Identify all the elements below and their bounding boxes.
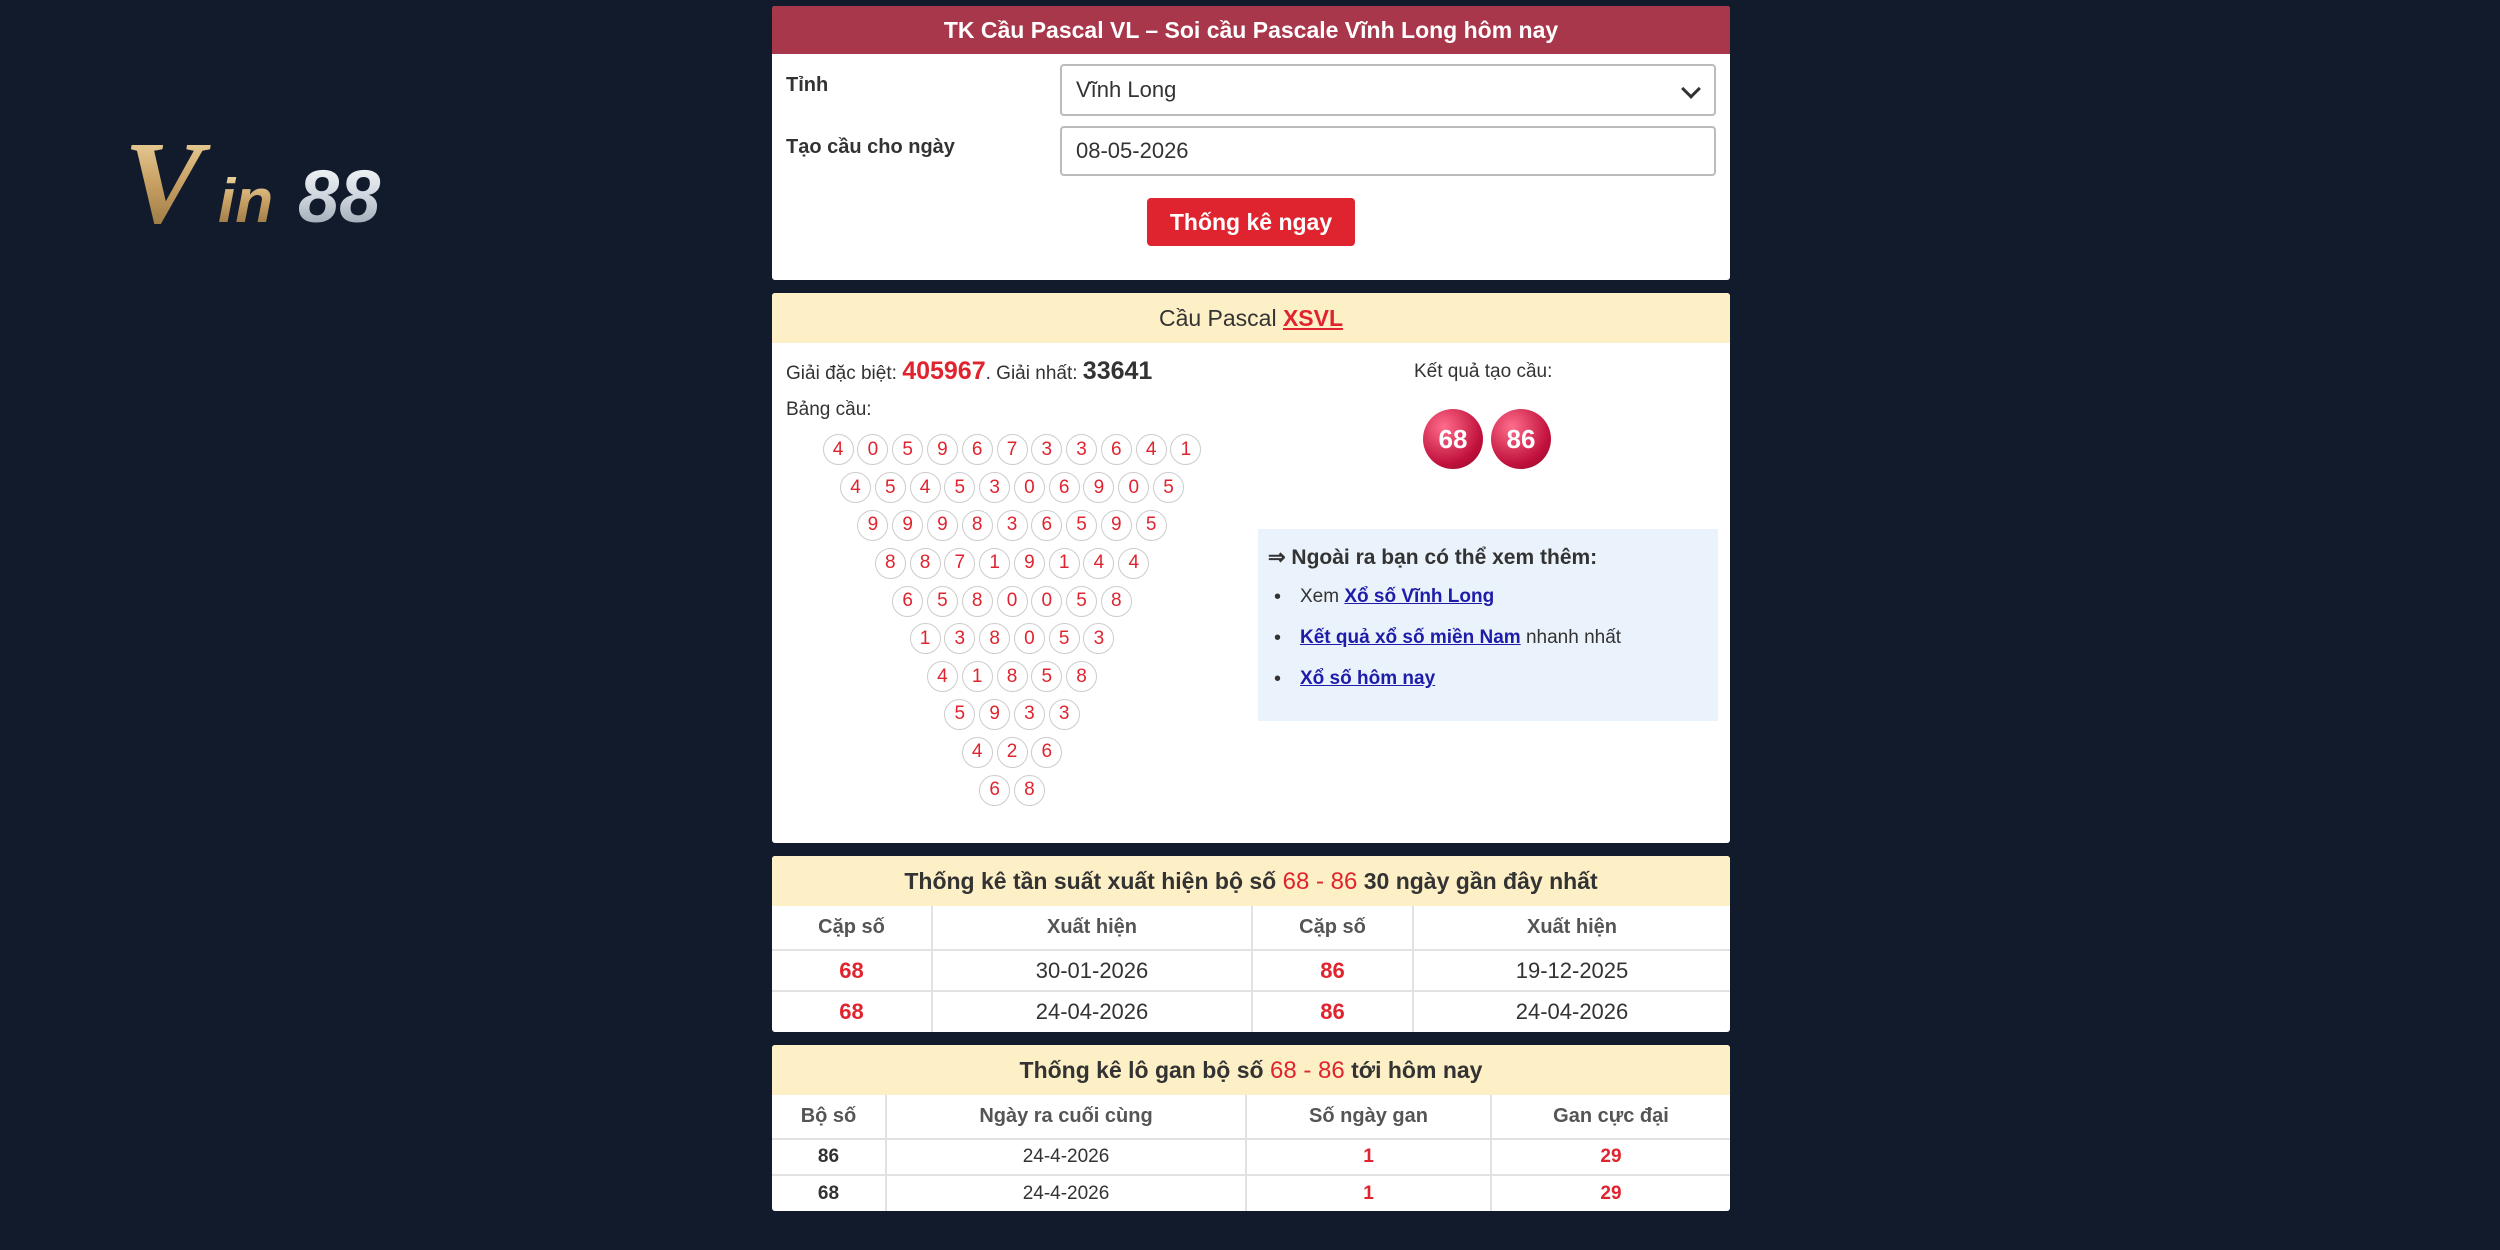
column-header: Cặp số: [818, 916, 885, 938]
digit-ball: 6: [1031, 510, 1062, 541]
search-form-card: [772, 6, 1730, 280]
digit-ball: 0: [857, 434, 888, 465]
date-input[interactable]: [1060, 126, 1716, 176]
chevron-down-icon: [1681, 79, 1701, 99]
gan-header: [772, 1045, 1730, 1095]
digit-ball: 0: [1014, 472, 1045, 503]
column-header: Gan cực đại: [1491, 1095, 1730, 1139]
digit-ball: 5: [944, 472, 975, 503]
more-links-title: ⇒ Ngoài ra bạn có thể xem thêm:: [1268, 546, 1598, 569]
list-item: [1274, 666, 1708, 707]
pascal-card: [772, 293, 1730, 843]
digit-ball: 5: [944, 699, 975, 730]
digit-ball: 1: [910, 623, 941, 654]
digit-ball: 8: [1101, 586, 1132, 617]
gan-card: [772, 1045, 1730, 1211]
special-prize-label: Giải đặc biệt:: [786, 363, 897, 384]
main-column: [772, 6, 1730, 1224]
column-header: Bộ số: [800, 1105, 857, 1127]
pair-cell: 86: [1252, 991, 1413, 1032]
digit-ball: 8: [875, 548, 906, 579]
digit-ball: 7: [944, 548, 975, 579]
list-item: [1274, 625, 1708, 666]
digit-ball: 5: [927, 586, 958, 617]
digit-ball: 5: [1153, 472, 1184, 503]
result-ball: 68: [1423, 409, 1483, 469]
xsvl-link[interactable]: XSVL: [1282, 305, 1344, 331]
prize-line: [786, 357, 1152, 386]
table-header-row: [772, 1095, 1730, 1139]
pascal-header-prefix: Cầu Pascal: [1158, 305, 1277, 331]
digit-ball: 5: [892, 434, 923, 465]
digit-ball: 8: [1014, 775, 1045, 806]
digit-ball: 4: [1118, 548, 1149, 579]
digit-ball: 4: [1136, 434, 1167, 465]
column-header: Ngày ra cuối cùng: [886, 1095, 1246, 1139]
digit-ball: 5: [1136, 510, 1167, 541]
vin88-logo-graphic: [122, 122, 482, 232]
digit-ball: 5: [1066, 510, 1097, 541]
table-row: [772, 1175, 1730, 1211]
gan-days-cell: 1: [1246, 1139, 1491, 1175]
more-1-prefix: Xem: [1300, 586, 1345, 607]
digit-ball: 1: [962, 661, 993, 692]
triangle-row: [772, 696, 1252, 734]
digit-ball: 6: [962, 434, 993, 465]
result-balls: [1423, 409, 1551, 469]
digit-ball: 8: [997, 661, 1028, 692]
digit-ball: 6: [1031, 737, 1062, 768]
date-label: Tạo cầu cho ngày: [786, 136, 955, 158]
first-prize-label: . Giải nhất:: [985, 363, 1078, 384]
column-header: Cặp số: [1252, 906, 1413, 950]
max-gan-cell: 29: [1491, 1175, 1730, 1211]
table-row: [772, 1139, 1730, 1175]
triangle-row: [772, 507, 1252, 545]
triangle-row: [772, 620, 1252, 658]
digit-ball: 3: [1031, 434, 1062, 465]
button-row: [772, 198, 1730, 284]
digit-ball: 9: [927, 510, 958, 541]
gan-table: [772, 1095, 1730, 1211]
pair-cell: 68: [772, 991, 932, 1032]
submit-button[interactable]: Thống kê ngay: [1147, 198, 1355, 246]
triangle-row: [772, 733, 1252, 771]
digit-ball: 3: [1066, 434, 1097, 465]
digit-ball: 6: [1049, 472, 1080, 503]
digit-ball: 4: [823, 434, 854, 465]
date-cell: 19-12-2025: [1413, 950, 1730, 991]
digit-ball: 2: [997, 737, 1028, 768]
triangle-row: [772, 658, 1252, 696]
frequency-table: [772, 906, 1730, 1032]
digit-ball: 8: [910, 548, 941, 579]
gan-title-pair: 68 - 86: [1269, 1057, 1345, 1084]
digit-ball: 9: [927, 434, 958, 465]
province-label: Tỉnh: [786, 74, 829, 96]
result-ball: 86: [1491, 409, 1551, 469]
digit-ball: 9: [979, 699, 1010, 730]
digit-ball: 3: [1014, 699, 1045, 730]
triangle-row: [772, 469, 1252, 507]
date-row: [772, 126, 1730, 198]
digit-ball: 4: [1083, 548, 1114, 579]
list-item: [1274, 584, 1708, 625]
triangle-row: [772, 582, 1252, 620]
svg-text:V: V: [124, 122, 203, 232]
frequency-title-suffix: 30 ngày gần đây nhất: [1357, 868, 1598, 894]
special-prize-value: 405967: [902, 357, 986, 385]
digit-ball: 3: [979, 472, 1010, 503]
digit-ball: 4: [840, 472, 871, 503]
digit-ball: 5: [1066, 586, 1097, 617]
digit-ball: 1: [1049, 548, 1080, 579]
province-row: [772, 54, 1730, 126]
province-select[interactable]: [1060, 64, 1716, 116]
pascal-triangle: [772, 431, 1252, 809]
bo-so-cell: 86: [772, 1139, 886, 1175]
table-header-row: [772, 906, 1730, 950]
table-row: [772, 991, 1730, 1032]
digit-ball: 8: [1066, 661, 1097, 692]
triangle-row: [772, 544, 1252, 582]
digit-ball: 1: [1170, 434, 1201, 465]
date-cell: 24-04-2026: [932, 991, 1252, 1032]
gan-days-cell: 1: [1246, 1175, 1491, 1211]
digit-ball: 4: [927, 661, 958, 692]
digit-ball: 8: [962, 586, 993, 617]
digit-ball: 7: [997, 434, 1028, 465]
more-links-box: [1258, 529, 1718, 721]
svg-text:88: 88: [298, 155, 381, 232]
frequency-card: [772, 856, 1730, 1032]
bo-so-cell: 68: [772, 1175, 886, 1211]
more-2-suffix: nhanh nhất: [1520, 627, 1622, 648]
gan-title-suffix: tới hôm nay: [1344, 1057, 1483, 1083]
digit-ball: 1: [979, 548, 1010, 579]
table-row: [772, 950, 1730, 991]
date-cell: 30-01-2026: [932, 950, 1252, 991]
result-label: Kết quả tạo cầu:: [1414, 361, 1553, 382]
digit-ball: 6: [979, 775, 1010, 806]
digit-ball: 4: [910, 472, 941, 503]
digit-ball: 8: [962, 510, 993, 541]
pascal-body: [772, 343, 1730, 843]
digit-ball: 0: [1118, 472, 1149, 503]
triangle-row: [772, 771, 1252, 809]
digit-ball: 0: [1031, 586, 1062, 617]
svg-text:in: in: [218, 167, 274, 232]
frequency-title-prefix: Thống kê tần suất xuất hiện bộ số: [904, 868, 1283, 894]
digit-ball: 4: [962, 737, 993, 768]
kqxs-mien-nam-link[interactable]: Kết quả xổ số miền Nam: [1300, 627, 1521, 648]
first-prize-value: 33641: [1082, 357, 1153, 385]
digit-ball: 6: [1101, 434, 1132, 465]
pair-cell: 68: [772, 950, 932, 991]
pair-cell: 86: [1252, 950, 1413, 991]
digit-ball: 9: [1083, 472, 1114, 503]
province-value: Vĩnh Long: [1076, 77, 1177, 102]
digit-ball: 9: [892, 510, 923, 541]
date-cell: 24-04-2026: [1413, 991, 1730, 1032]
frequency-header: [772, 856, 1730, 906]
column-header: Số ngày gan: [1246, 1095, 1491, 1139]
digit-ball: 8: [979, 623, 1010, 654]
digit-ball: 0: [997, 586, 1028, 617]
last-date-cell: 24-4-2026: [886, 1139, 1246, 1175]
digit-ball: 9: [1101, 510, 1132, 541]
pascal-header: [772, 293, 1730, 343]
digit-ball: 9: [857, 510, 888, 541]
digit-ball: 5: [1031, 661, 1062, 692]
column-header: Xuất hiện: [1413, 906, 1730, 950]
digit-ball: 3: [997, 510, 1028, 541]
vin88-logo: [122, 122, 482, 232]
form-title: TK Cầu Pascal VL – Soi cầu Pascale Vĩnh Long hôm nay: [772, 6, 1730, 54]
digit-ball: 9: [1014, 548, 1045, 579]
digit-ball: 0: [1014, 623, 1045, 654]
column-header: Xuất hiện: [932, 906, 1252, 950]
gan-title-prefix: Thống kê lô gan bộ số: [1019, 1057, 1270, 1083]
xo-so-vinh-long-link[interactable]: Xổ số Vĩnh Long: [1344, 586, 1495, 607]
date-value: 08-05-2026: [1076, 138, 1189, 163]
digit-ball: 3: [1083, 623, 1114, 654]
triangle-row: [772, 431, 1252, 469]
max-gan-cell: 29: [1491, 1139, 1730, 1175]
last-date-cell: 24-4-2026: [886, 1175, 1246, 1211]
digit-ball: 5: [1049, 623, 1080, 654]
digit-ball: 6: [892, 586, 923, 617]
digit-ball: 3: [1049, 699, 1080, 730]
table-label: Bảng cầu:: [786, 399, 872, 420]
digit-ball: 3: [944, 623, 975, 654]
digit-ball: 5: [875, 472, 906, 503]
frequency-title-pair: 68 - 86: [1282, 868, 1358, 895]
xo-so-hom-nay-link[interactable]: Xổ số hôm nay: [1300, 668, 1436, 689]
